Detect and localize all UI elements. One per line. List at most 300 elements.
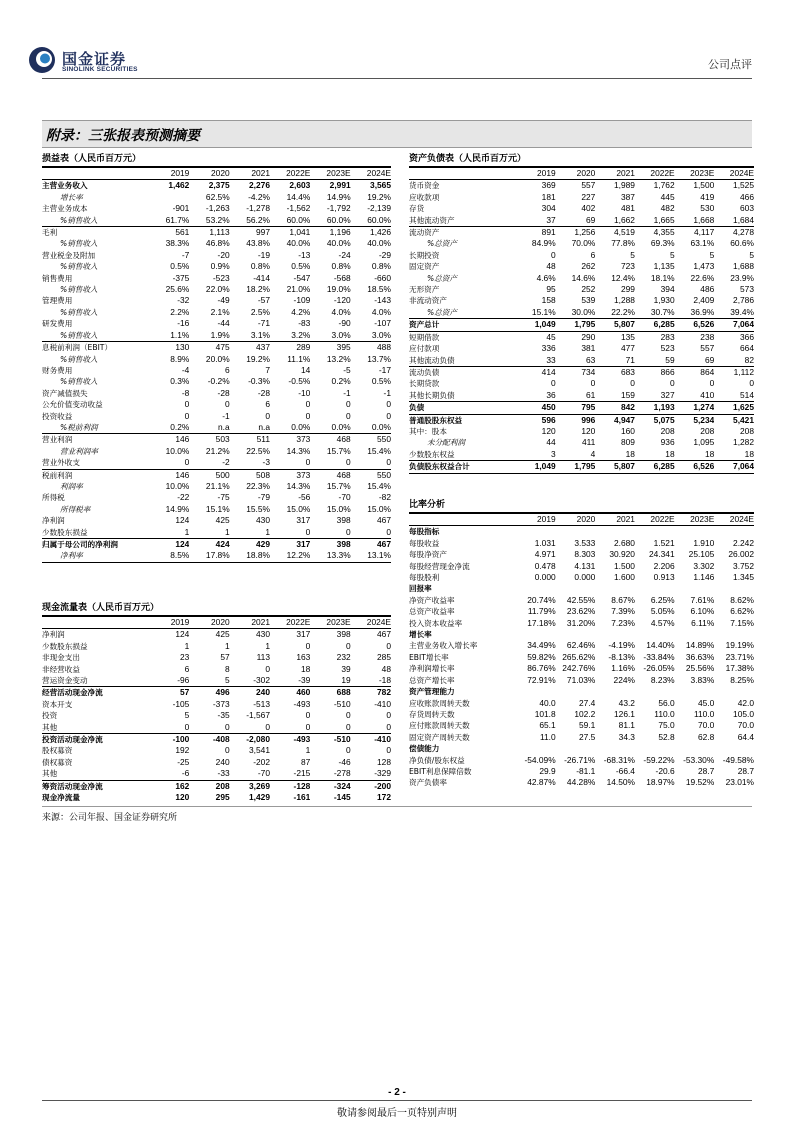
value-cell: 1.600 [614,572,635,583]
row-label: 少数股东权益 [409,449,516,461]
value-cell: -143 [374,295,391,306]
value-cell: -278 [310,768,350,780]
row-label: %总资产 [427,239,457,249]
value-cell [675,686,715,697]
table-row [409,437,754,448]
value-cell: 1,462 [168,180,190,191]
row-label: 筹资活动现金净流 [42,781,103,791]
value-cell: 19.2% [367,191,391,202]
value-cell: 488 [377,342,391,353]
row-label: %总资产 [409,307,516,319]
value-cell: 28.7 [697,765,715,776]
value-cell: -17 [378,364,391,375]
value-cell: 0 [230,722,270,734]
year-header: 2024E [351,617,391,629]
value-cell: 425 [215,629,230,640]
value-cell: -10 [298,387,311,398]
value-cell: 1.1% [149,330,189,342]
row-label: 投资收益 [42,411,73,421]
value-cell [556,629,596,640]
value-cell: 467 [377,539,391,549]
table-row [42,399,391,410]
year-header: 2024E [714,514,754,526]
cashflow-statement-table [42,617,391,804]
value-cell: -0.5% [288,376,311,387]
table-row [42,376,391,387]
disclaimer-note: 敬请参阅最后一页特别声明 [337,1108,457,1119]
value-cell: 45.0 [697,697,715,708]
value-cell: 0 [305,399,311,410]
row-label: 未分配利润 [427,438,465,448]
value-cell: 1 [189,527,229,539]
value-cell [635,629,675,640]
value-cell: 36.63% [685,651,715,662]
value-cell: 7.39% [611,606,635,617]
row-label: 总资产增长率 [409,675,455,685]
table-row [42,342,391,354]
table-row [42,284,391,295]
value-cell: 0 [224,399,230,410]
ratio-analysis-title: 比率分析 [409,498,754,514]
value-cell: 7 [265,364,270,375]
row-label: 每股收益 [409,538,440,548]
value-cell: -70 [338,492,351,503]
value-cell: -53.30% [683,754,715,765]
table-row [42,192,391,203]
value-cell: 936 [660,437,675,448]
value-cell: 135 [620,331,635,342]
value-cell: 4,355 [653,227,675,238]
value-cell: 43.2 [618,697,635,708]
value-cell: 0 [669,378,675,389]
year-header: 2019 [516,514,556,526]
appendix-title: 附录：三张报表预测摘要 [46,128,200,144]
value-cell: 60.0% [310,215,350,227]
value-cell: 0 [305,410,311,421]
value-cell: 2,375 [208,180,230,191]
year-header: 2020 [556,168,596,180]
table-row [409,192,754,203]
value-cell: 65.1 [539,720,556,731]
value-cell: 0 [305,710,311,721]
value-cell: 15.0% [286,503,311,514]
value-cell: 0 [149,457,189,469]
value-cell: 3,541 [249,745,270,756]
table-row [409,390,754,402]
value-cell: 62.46% [566,640,596,651]
income-statement-table [42,168,391,563]
value-cell: 304 [541,203,556,214]
value-cell: 18 [635,449,675,461]
value-cell: 8.23% [650,674,675,685]
table-row [42,722,391,734]
value-cell: 42.0 [737,697,754,708]
value-cell: 5.05% [650,606,675,617]
value-cell: -83 [298,318,311,329]
table-row [42,550,391,562]
value-cell: 232 [336,652,351,663]
value-cell: -49 [217,295,230,306]
value-cell: 1.146 [693,572,715,583]
table-row [42,354,391,365]
value-cell: 11.0 [539,731,556,742]
value-cell: 3.752 [733,560,754,571]
value-cell: -5 [343,364,351,375]
value-cell: 63 [556,355,596,367]
value-cell: 0 [386,410,391,421]
table-row [409,215,754,227]
value-cell: -20.6 [655,765,675,776]
value-cell: -513 [253,698,270,709]
table-row [409,261,754,272]
value-cell: 1,135 [653,261,675,272]
table-row [42,481,391,492]
value-cell [635,583,675,594]
table-row [42,699,391,710]
value-cell: 0 [184,410,190,421]
value-cell: -1,562 [286,203,311,214]
row-label: 资产管理能力 [409,687,455,697]
value-cell: 27.5 [579,731,596,742]
value-cell: 11.1% [287,353,311,364]
value-cell: -6 [149,768,189,780]
table-row [42,629,391,641]
table-row [42,330,391,342]
value-cell: 42.87% [527,777,556,788]
value-cell: 2.680 [614,537,635,548]
value-cell [556,526,596,538]
value-cell: 44 [546,437,556,448]
value-cell: 6,285 [635,461,675,473]
value-cell: 120 [541,425,556,436]
value-cell: 7,064 [714,319,754,331]
value-cell: 265.62% [562,651,596,662]
value-cell: 6,526 [675,461,715,473]
row-label: 其中：股本 [409,426,447,436]
value-cell [516,743,556,754]
value-cell: 511 [256,434,270,445]
value-cell: 285 [377,652,391,663]
value-cell [714,743,754,754]
value-cell: 1 [305,745,311,756]
row-label: %销售收入 [60,354,98,364]
table-row [42,318,391,329]
row-label: 经营活动现金净流 [42,688,103,698]
value-cell: 21.0% [286,284,311,295]
row-label: 债权募资 [42,757,73,767]
value-cell: 34.49% [527,640,556,651]
table-row [42,492,391,503]
value-cell: 809 [620,437,635,448]
table-row [409,583,754,594]
value-cell: -1,278 [246,203,270,214]
value-cell: 477 [620,343,635,354]
row-label: 现金净流量 [42,793,80,803]
table-row [42,780,391,792]
table-row [42,307,391,318]
value-cell: 27.4 [579,697,596,708]
value-cell: 252 [581,284,596,295]
value-cell: 59 [635,355,675,367]
table-row [409,640,754,651]
value-cell: 5,234 [693,414,715,425]
value-cell: 59.82% [527,651,556,662]
row-label: 流动资产 [409,228,440,238]
value-cell: -901 [172,203,190,214]
value-cell: 15.4% [367,445,391,456]
value-cell: 1 [184,640,190,651]
value-cell [516,583,556,594]
value-cell: -25 [177,756,190,767]
value-cell: 15.7% [326,445,351,456]
value-cell: 240 [256,687,270,698]
value-cell: 0.5% [170,261,190,272]
value-cell: -71 [257,318,270,329]
value-cell: -4 [181,364,190,375]
value-cell: 430 [256,515,270,526]
value-cell: 25.56% [685,663,715,674]
value-cell: 56.2% [230,215,270,227]
value-cell [635,686,675,697]
value-cell: -324 [333,780,351,791]
value-cell: 683 [620,366,635,377]
row-label: %销售收入 [60,285,98,295]
row-label: 主营业务收入增长率 [409,641,478,651]
row-label: 研发费用 [42,319,73,329]
value-cell: 22.0% [205,284,230,295]
value-cell: 419 [700,191,715,202]
value-cell: 0.8% [250,261,270,272]
value-cell: 22.6% [690,272,715,283]
value-cell: 23.9% [730,272,754,283]
value-cell: 4.2% [291,306,311,317]
value-cell: 795 [556,402,596,414]
value-cell: -1,263 [205,203,230,214]
row-label: 固定资产周转天数 [409,732,470,742]
value-cell: 18 [675,449,715,461]
value-cell: 0 [709,378,715,389]
value-cell: 6 [184,663,190,674]
value-cell: 45 [546,331,556,342]
value-cell: -26.05% [643,663,675,674]
header-label-cell [409,168,516,180]
value-cell: 30.7% [635,307,675,319]
value-cell: -410 [374,734,391,745]
value-cell: 14.50% [606,777,635,788]
value-cell: 283 [660,331,675,342]
value-cell: 208 [215,780,230,791]
value-cell: 5 [749,249,754,260]
table-row [409,720,754,731]
value-cell: 22.5% [246,445,270,456]
value-cell: 84.9% [531,238,556,249]
value-cell: -1 [383,387,391,398]
row-label: %销售收入 [60,239,98,249]
value-cell: 1,668 [675,215,715,227]
row-label: %销售收入 [42,330,149,342]
value-cell: 0 [270,457,310,469]
value-cell: 22.2% [595,307,635,319]
value-cell: 2.206 [653,560,675,571]
table-row [42,250,391,261]
table-row [42,687,391,699]
income-statement-panel [42,152,391,563]
value-cell: 14.4% [286,191,311,202]
value-cell: -2,139 [367,203,391,214]
value-cell: 2,786 [733,295,754,306]
value-cell: 1.031 [534,537,556,548]
value-cell: -215 [270,768,310,780]
value-cell: 0 [351,457,391,469]
row-label: 投入资本收益率 [409,618,463,628]
row-label: 总资产收益率 [409,607,455,617]
value-cell: -79 [257,492,270,503]
table-row [42,180,391,192]
value-cell [635,743,675,754]
table-row [42,295,391,306]
value-cell: 468 [336,434,351,445]
value-cell: 8.9% [170,353,190,364]
value-cell: 18 [714,449,754,461]
row-label: 增长率 [60,192,83,202]
value-cell: 71.03% [566,674,596,685]
row-label: 每股经营现金净流 [409,561,470,571]
row-label: 非经营收益 [42,664,80,674]
year-header: 2023E [310,617,350,629]
value-cell: -109 [293,295,311,306]
value-cell: 475 [215,342,230,353]
value-cell [635,526,675,538]
value-cell: 240 [215,756,230,767]
header-divider [42,78,752,79]
value-cell: 21.1% [205,480,230,491]
row-label: 净利润增长率 [409,664,455,674]
row-label: 投资 [42,711,58,721]
value-cell: 8.62% [730,594,754,605]
value-cell: -26.71% [564,754,596,765]
year-header: 2022E [270,168,310,180]
row-label: EBIT增长率 [409,652,449,662]
value-cell: 734 [581,366,596,377]
row-label: 非流动资产 [409,296,447,306]
value-cell: 36.9% [675,307,715,319]
value-cell: 1 [224,640,230,651]
year-header: 2021 [595,168,635,180]
value-cell: 23.71% [725,651,754,662]
value-cell [675,743,715,754]
value-cell: 3.0% [351,330,391,342]
row-label: 营运资金变动 [42,675,149,687]
value-cell: 12.4% [611,272,635,283]
table-row [409,449,754,461]
value-cell: 289 [296,342,311,353]
row-label: 应收账款周转天数 [409,698,470,708]
value-cell: 414 [541,366,556,377]
value-cell: 6,285 [635,319,675,331]
value-cell: -0.2% [207,376,230,387]
value-cell: 124 [175,629,190,640]
value-cell: -202 [253,756,270,767]
value-cell: -70 [230,768,270,780]
value-cell: 0 [310,457,350,469]
value-cell: 1,256 [574,227,596,238]
value-cell: 437 [256,342,270,353]
value-cell: 997 [256,227,270,238]
value-cell: -29 [378,249,391,260]
value-cell: 2.2% [170,306,190,317]
value-cell: -493 [293,734,311,745]
value-cell: 18.2% [246,284,270,295]
table-row [409,343,754,354]
value-cell: 0 [345,410,351,421]
value-cell: 573 [740,284,754,295]
value-cell: 1,684 [714,215,754,227]
row-label: 净利润 [42,630,65,640]
table-row [409,180,754,192]
value-cell: 1,762 [653,180,675,191]
value-cell: 2,409 [693,295,715,306]
value-cell: 317 [296,515,311,526]
row-label: 营业外收支 [42,457,149,469]
value-cell: 20.74% [527,594,556,605]
table-row [409,307,754,319]
value-cell: 0 [305,640,311,651]
value-cell: 1,274 [675,402,715,414]
value-cell: 1.9% [189,330,229,342]
value-cell: 37 [516,215,556,227]
value-cell: 10.0% [165,480,190,491]
value-cell: 126.1 [614,708,635,719]
value-cell: 0 [310,722,350,734]
value-cell: 0.5% [291,261,311,272]
value-cell: 0.913 [653,572,675,583]
value-cell: 227 [581,191,596,202]
value-cell: -523 [212,272,230,283]
value-cell: -107 [374,318,391,329]
year-header: 2023E [310,168,350,180]
value-cell: 5 [184,710,190,721]
value-cell: 1,049 [516,461,556,473]
row-label: 管理费用 [42,296,73,306]
row-label: 股权募资 [42,746,73,756]
value-cell: -16 [177,318,190,329]
row-label: %销售收入 [60,377,98,387]
value-cell: 842 [595,402,635,414]
value-cell: -68.31% [603,754,635,765]
value-cell: 40.0% [367,238,391,249]
value-cell: 4.6% [536,272,556,283]
table-row [409,663,754,674]
value-cell: 40.0% [286,238,311,249]
value-cell: 15.1% [205,503,230,514]
value-cell: -100 [172,734,190,745]
value-cell: 1,688 [733,261,754,272]
value-cell: -18 [351,675,391,687]
value-cell: 262 [581,261,596,272]
value-cell: 395 [336,342,351,353]
value-cell: 3.2% [270,330,310,342]
value-cell: -414 [253,272,270,283]
row-label: %销售收入 [60,307,98,317]
year-header: 2020 [189,617,229,629]
value-cell: 664 [740,343,754,354]
header-label-cell [42,168,149,180]
value-cell: 782 [377,687,391,698]
row-label: 营业利润 [42,435,73,445]
value-cell: 19.2% [246,353,270,364]
row-label: %销售收入 [42,215,149,227]
row-label: 每股净资产 [409,550,447,560]
